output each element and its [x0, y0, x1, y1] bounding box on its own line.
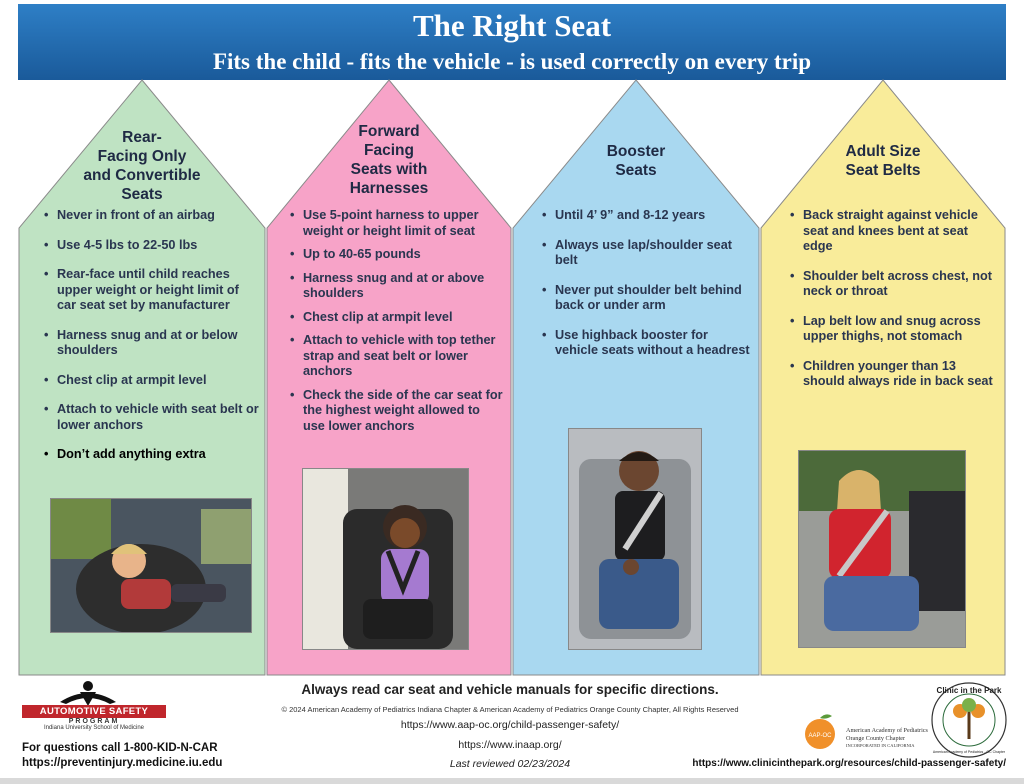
column-rear-facing: [18, 78, 266, 676]
aap-oc-link[interactable]: https://www.aap-oc.org/child-passenger-safety/: [400, 719, 620, 731]
svg-text:AAP-OC: AAP-OC: [808, 733, 832, 739]
column-heading: Adult Size Seat Belts: [845, 143, 921, 179]
svg-text:American Academy of Pediatrics: American Academy of Pediatrics - OC Chapter: [932, 750, 1006, 754]
list-item: • Use 5-point harness to upper weight or height limit of seat: [290, 208, 505, 239]
booster-child-photo: [568, 428, 702, 650]
copyright: © 2024 American Academy of Pediatrics Indiana Chapter & American Academy of Pediatrics Orange County Chapter, All Rights Reserved: [281, 705, 739, 714]
page-subtitle: Fits the child - fits the vehicle - is used correctly on every trip: [212, 49, 812, 74]
list-item: • Attach to vehicle with seat belt or lower anchors: [44, 402, 259, 433]
list-item: • Rear-face until child reaches upper weight or height limit of car seat set by manufacturer: [44, 267, 259, 314]
list-item: • Use 4-5 lbs to 22-50 lbs: [44, 238, 259, 254]
clinic-in-the-park-link[interactable]: https://www.clinicinthepark.org/resources/child-passenger-safety/: [692, 758, 1006, 769]
adult-belts-list: [790, 208, 1000, 390]
list-item: • Children younger than 13 should always ride in back seat: [790, 359, 1000, 390]
forward-facing-list: [290, 208, 505, 434]
list-item: • Attach to vehicle with top tether strap and seat belt or lower anchors: [290, 333, 505, 380]
booster-list: [542, 208, 752, 359]
list-item: • Never in front of an airbag: [44, 208, 259, 224]
seat-belt-child-photo: [798, 450, 966, 648]
list-item: • Check the side of the car seat for the highest weight allowed to use lower anchors: [290, 388, 505, 435]
last-reviewed: Last reviewed 02/23/2024: [449, 758, 571, 770]
automotive-safety-logo: AUTOMOTIVE SAFETY: [22, 705, 166, 718]
list-item: • Chest clip at armpit level: [290, 310, 505, 326]
page-title: The Right Seat: [412, 8, 612, 43]
rear-facing-list: [44, 208, 259, 463]
automotive-safety-logo-figure: [58, 680, 118, 706]
list-item: • Shoulder belt across chest, not neck or throat: [790, 269, 1000, 300]
column-forward-facing: [266, 78, 512, 676]
list-item: • Harness snug and at or below shoulders: [44, 328, 259, 359]
forward-facing-child-photo: [302, 468, 469, 650]
list-item: • Chest clip at armpit level: [44, 373, 259, 389]
bottom-strip: [0, 778, 1024, 784]
list-item: • Never put shoulder belt behind back or under arm: [542, 283, 752, 314]
contact-info: For questions call 1-800-KID-N-CAR https://preventinjury.medicine.iu.edu: [22, 742, 223, 769]
list-item: • Use highback booster for vehicle seats without a headrest: [542, 328, 752, 359]
list-item: • Lap belt low and snug across upper thighs, not stomach: [790, 314, 1000, 345]
list-item: • Until 4’ 9” and 8-12 years: [542, 208, 752, 224]
list-item: • Don’t add anything extra: [44, 447, 259, 463]
aap-oc-orange-logo: [796, 712, 844, 752]
list-item: • Up to 40-65 pounds: [290, 247, 505, 263]
column-heading: Booster Seats: [606, 143, 666, 179]
column-adult-belts: [760, 78, 1006, 676]
rear-facing-child-photo: [50, 498, 252, 633]
clinic-in-the-park-logo: [930, 681, 1008, 759]
list-item: • Always use lap/shoulder seat belt: [542, 238, 752, 269]
column-heading: Rear- Facing Only and Convertible Seats: [83, 129, 201, 203]
column-heading: Forward Facing Seats with Harnesses: [349, 123, 429, 197]
column-booster: [512, 78, 760, 676]
list-item: • Harness snug and at or above shoulders: [290, 271, 505, 302]
manuals-note: Always read car seat and vehicle manuals for specific directions.: [301, 682, 719, 697]
automotive-safety-subtitle: PROGRAM Indiana University School of Medicine: [43, 718, 145, 731]
aap-oc-text: American Academy of Pediatrics Orange County Chapter INCORPORATED IN CALIFORNIA: [846, 727, 928, 748]
svg-text:Clinic in the Park: Clinic in the Park: [936, 686, 1002, 695]
list-item: • Back straight against vehicle seat and knees bent at seat edge: [790, 208, 1000, 255]
inaap-link[interactable]: https://www.inaap.org/: [458, 739, 562, 751]
title-banner: [18, 4, 1006, 80]
